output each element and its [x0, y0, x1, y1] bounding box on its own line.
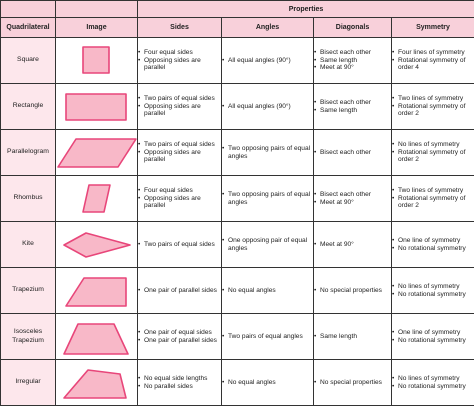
diagonals-item: • Meet at 90° [314, 199, 391, 207]
quadrilateral-name: Kite [1, 222, 56, 268]
parallelogram-shape [56, 132, 138, 174]
symmetry-cell [392, 268, 474, 314]
diagonals-item: • Meet at 90° [314, 241, 391, 249]
diagonals-item: • Same length [314, 333, 391, 341]
angles-list [222, 57, 313, 65]
angles-item: • Two pairs of equal angles [222, 333, 313, 341]
header-blank-cell [56, 1, 138, 18]
diagonals-list [314, 333, 391, 341]
angles-list [222, 103, 313, 111]
angles-list [222, 333, 313, 341]
header-symmetry: Symmetry [392, 18, 474, 38]
shape-image-cell [56, 314, 138, 360]
header-row-columns [1, 18, 474, 38]
angles-cell [222, 130, 314, 176]
angles-item: • All equal angles (90°) [222, 103, 313, 111]
sides-list [138, 95, 221, 118]
angles-item: • Two opposing pairs of equal angles [222, 191, 313, 206]
sides-list [138, 375, 221, 390]
shape-image-cell [56, 38, 138, 84]
kite-shape [56, 224, 138, 266]
angles-cell [222, 360, 314, 406]
angles-cell [222, 176, 314, 222]
angles-list [222, 237, 313, 252]
sides-cell [138, 84, 222, 130]
symmetry-item: • Rotational symmetry of order 2 [392, 103, 474, 118]
symmetry-item: • Rotational symmetry of order 4 [392, 57, 474, 72]
sides-item: • No parallel sides [138, 383, 221, 391]
diagonals-item: • Bisect each other [314, 149, 391, 157]
diagonals-list [314, 49, 391, 72]
symmetry-item: • No rotational symmetry [392, 245, 474, 253]
diagonals-list [314, 191, 391, 206]
diagonals-item: • Bisect each other [314, 191, 391, 199]
shape-image-cell [56, 130, 138, 176]
sides-item: • One pair of equal sides [138, 329, 221, 337]
sides-list [138, 141, 221, 164]
header-angles: Angles [222, 18, 314, 38]
angles-cell [222, 84, 314, 130]
sides-cell [138, 38, 222, 84]
angles-list [222, 379, 313, 387]
square-shape [56, 40, 138, 82]
header-sides: Sides [138, 18, 222, 38]
angles-item: • Two opposing pairs of equal angles [222, 145, 313, 160]
sides-cell [138, 314, 222, 360]
diagonals-list [314, 149, 391, 157]
angles-cell [222, 268, 314, 314]
symmetry-item: • No lines of symmetry [392, 283, 474, 291]
symmetry-item: • No rotational symmetry [392, 337, 474, 345]
diagonals-cell [314, 222, 392, 268]
table-row [1, 176, 474, 222]
diagonals-cell [314, 176, 392, 222]
sides-item: • Opposing sides are parallel [138, 103, 221, 118]
symmetry-list [392, 283, 474, 298]
symmetry-item: • Two lines of symmetry [392, 95, 474, 103]
symmetry-list [392, 375, 474, 390]
sides-item: • No equal side lengths [138, 375, 221, 383]
diagonals-list [314, 379, 391, 387]
sides-list [138, 187, 221, 210]
angles-list [222, 287, 313, 295]
diagonals-item: • Same length [314, 107, 391, 115]
sides-item: • One pair of parallel sides [138, 337, 221, 345]
sides-list [138, 287, 221, 295]
symmetry-cell [392, 360, 474, 406]
header-properties: Properties [138, 1, 474, 18]
table-row [1, 360, 474, 406]
symmetry-list [392, 141, 474, 164]
shape-image-cell [56, 222, 138, 268]
diagonals-cell [314, 84, 392, 130]
symmetry-list [392, 95, 474, 118]
quadrilateral-name: Rhombus [1, 176, 56, 222]
angles-item: • No equal angles [222, 287, 313, 295]
angles-item: • All equal angles (90°) [222, 57, 313, 65]
sides-cell [138, 176, 222, 222]
header-quadrilateral: Quadrilateral [1, 18, 56, 38]
sides-item: • Opposing sides are parallel [138, 195, 221, 210]
symmetry-list [392, 49, 474, 72]
symmetry-list [392, 329, 474, 344]
trapezium-shape [56, 270, 138, 312]
angles-item: • No equal angles [222, 379, 313, 387]
quadrilateral-name: Parallelogram [1, 130, 56, 176]
table-body [1, 38, 474, 406]
sides-cell [138, 130, 222, 176]
symmetry-item: • One line of symmetry [392, 237, 474, 245]
table-row [1, 84, 474, 130]
symmetry-item: • No lines of symmetry [392, 141, 474, 149]
diagonals-list [314, 287, 391, 295]
table-row [1, 314, 474, 360]
angles-cell [222, 314, 314, 360]
diagonals-item: • Bisect each other [314, 49, 391, 57]
angles-cell [222, 38, 314, 84]
symmetry-cell [392, 222, 474, 268]
symmetry-item: • Four lines of symmetry [392, 49, 474, 57]
diagonals-cell [314, 314, 392, 360]
diagonals-item: • Meet at 90° [314, 64, 391, 72]
quadrilateral-name: Irregular [1, 360, 56, 406]
irregular-shape [56, 362, 138, 404]
diagonals-cell [314, 38, 392, 84]
sides-item: • Two pairs of equal sides [138, 95, 221, 103]
angles-list [222, 145, 313, 160]
sides-item: • Opposing sides are parallel [138, 149, 221, 164]
header-diagonals: Diagonals [314, 18, 392, 38]
diagonals-cell [314, 130, 392, 176]
symmetry-cell [392, 38, 474, 84]
shape-image-cell [56, 360, 138, 406]
shape-image-cell [56, 176, 138, 222]
header-blank-cell [1, 1, 56, 18]
diagonals-item: • Same length [314, 57, 391, 65]
quadrilateral-name: Trapezium [1, 268, 56, 314]
header-row-top [1, 1, 474, 18]
table-row [1, 38, 474, 84]
symmetry-list [392, 237, 474, 252]
sides-item: • Four equal sides [138, 49, 221, 57]
symmetry-cell [392, 314, 474, 360]
diagonals-list [314, 99, 391, 114]
sides-list [138, 241, 221, 249]
table-row [1, 130, 474, 176]
diagonals-item: • No special properties [314, 287, 391, 295]
quadrilateral-name: Rectangle [1, 84, 56, 130]
symmetry-item: • One line of symmetry [392, 329, 474, 337]
shape-image-cell [56, 84, 138, 130]
shape-image-cell [56, 268, 138, 314]
sides-item: • Opposing sides are parallel [138, 57, 221, 72]
diagonals-item: • No special properties [314, 379, 391, 387]
symmetry-item: • No lines of symmetry [392, 375, 474, 383]
symmetry-list [392, 187, 474, 210]
symmetry-item: • No rotational symmetry [392, 291, 474, 299]
symmetry-cell [392, 130, 474, 176]
symmetry-item: • Two lines of symmetry [392, 187, 474, 195]
symmetry-item: • Rotational symmetry of order 2 [392, 195, 474, 210]
quadrilateral-name: Square [1, 38, 56, 84]
symmetry-cell [392, 176, 474, 222]
sides-item: • Two pairs of equal sides [138, 241, 221, 249]
diagonals-item: • Bisect each other [314, 99, 391, 107]
diagonals-cell [314, 360, 392, 406]
sides-cell [138, 268, 222, 314]
symmetry-item: • No rotational symmetry [392, 383, 474, 391]
table-row [1, 222, 474, 268]
rhombus-shape [56, 178, 138, 220]
angles-list [222, 191, 313, 206]
sides-item: • One pair of parallel sides [138, 287, 221, 295]
angles-cell [222, 222, 314, 268]
header-image: Image [56, 18, 138, 38]
symmetry-item: • Rotational symmetry of order 2 [392, 149, 474, 164]
angles-item: • One opposing pair of equal angles [222, 237, 313, 252]
sides-item: • Four equal sides [138, 187, 221, 195]
sides-list [138, 49, 221, 72]
quadrilateral-name: Isosceles Trapezium [1, 314, 56, 360]
rectangle-shape [56, 86, 138, 128]
sides-item: • Two pairs of equal sides [138, 141, 221, 149]
diagonals-cell [314, 268, 392, 314]
sides-list [138, 329, 221, 344]
diagonals-list [314, 241, 391, 249]
symmetry-cell [392, 84, 474, 130]
table-row [1, 268, 474, 314]
sides-cell [138, 360, 222, 406]
sides-cell [138, 222, 222, 268]
isosceles-trapezium-shape [56, 316, 138, 358]
